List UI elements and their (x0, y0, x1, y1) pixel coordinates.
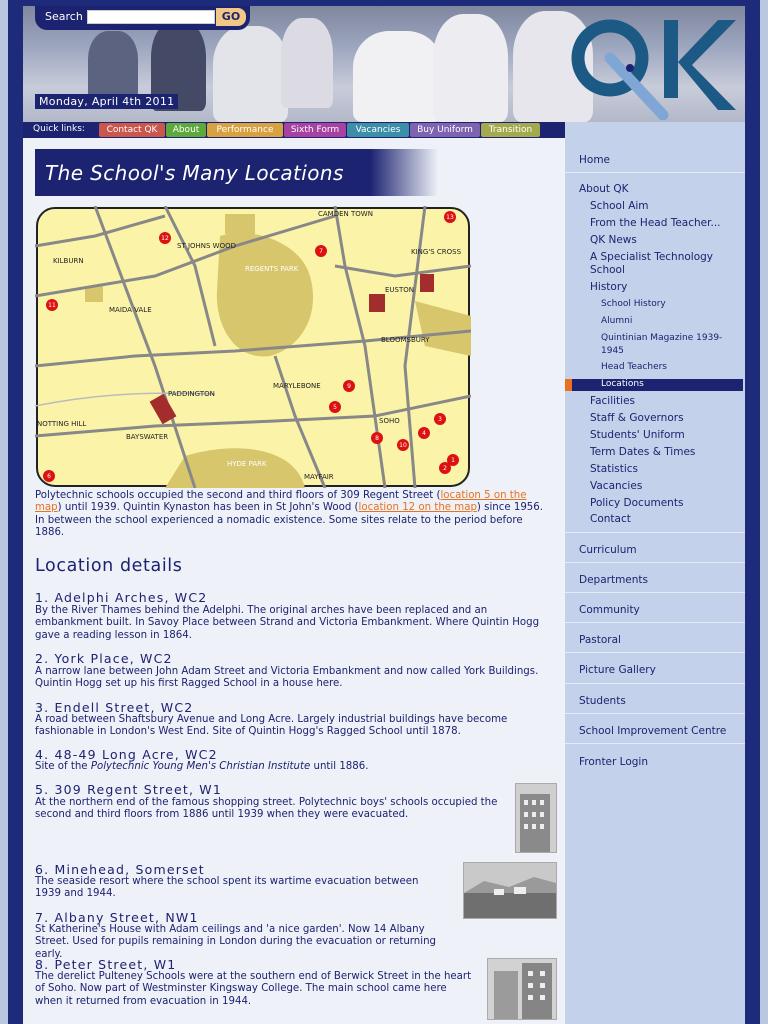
location-text: St Katherine's House with Adam ceilings and 'a nice garden'. Now 14 Albany Street. Used for pupils remaining in London during the evacuation or returning early. (35, 924, 437, 960)
svg-text:NOTTING HILL: NOTTING HILL (37, 420, 87, 428)
location-text: A narrow lane between John Adam Street and Victoria Embankment and now called York Buildings. Quintin Hogg set up his first Ragged School in a house here. (35, 666, 539, 690)
nav-head-teachers[interactable]: Head Teachers (601, 362, 667, 372)
quicklink-vacancies[interactable]: Vacancies (347, 123, 409, 137)
nav-vacancies[interactable]: Vacancies (590, 480, 643, 492)
svg-text:13: 13 (446, 214, 454, 221)
location-title: 2. York Place, WC2 (35, 651, 173, 666)
quicklink-contact[interactable]: Contact QK (99, 123, 165, 137)
header (23, 6, 745, 122)
page-title: The School's Many Locations (45, 161, 344, 185)
nav-departments[interactable]: Departments (579, 574, 649, 586)
peter-street-photo (487, 958, 557, 1020)
nav-school-history[interactable]: School History (601, 299, 666, 309)
regent-street-photo (515, 783, 557, 853)
qk-logo[interactable] (568, 10, 738, 120)
svg-text:4: 4 (422, 430, 426, 437)
nav-fronter-login[interactable]: Fronter Login (579, 756, 648, 768)
location-title: 7. Albany Street, NW1 (35, 910, 199, 925)
svg-text:KING'S CROSS: KING'S CROSS (411, 248, 462, 256)
page (23, 6, 745, 1024)
quick-links-bar (23, 122, 565, 138)
location-title: 1. Adelphi Arches, WC2 (35, 590, 208, 605)
nav-contact[interactable]: Contact (590, 513, 631, 525)
nav-pastoral[interactable]: Pastoral (579, 634, 621, 646)
location-text: A road between Shaftsbury Avenue and Long Acre. Largely industrial buildings have become fashionable in London's West End. Site of Quintin Hogg's Ragged School until 1878. (35, 714, 508, 738)
nav-qk-news[interactable]: QK News (590, 234, 637, 246)
quicklink-buy-uniform[interactable]: Buy Uniform (410, 123, 480, 137)
location-title: 5. 309 Regent Street, W1 (35, 782, 223, 797)
location-details-heading: Location details (35, 556, 183, 576)
nav-quintinian-magazine[interactable]: Quintinian Magazine 1939-1945 (601, 333, 723, 356)
svg-text:11: 11 (48, 302, 56, 309)
map-caption: Polytechnic schools occupied the second and third floors of 309 Regent Street (location 5 on the map) until 1939. Quintin Kynaston has been in St John's Wood (location 12 on the map) since 1956. In between the school experienced a nomadic existence. Some sites relate to the period before 1886. (35, 490, 544, 539)
page-title-box (35, 149, 370, 196)
nav-about-qk[interactable]: About QK (579, 183, 629, 195)
svg-text:REGENTS PARK: REGENTS PARK (245, 265, 299, 273)
location-title: 3. Endell Street, WC2 (35, 700, 194, 715)
search-input[interactable] (87, 10, 215, 24)
svg-text:2: 2 (443, 465, 447, 472)
nav-specialist-technology[interactable]: A Specialist Technology School (590, 251, 714, 276)
nav-locations[interactable]: Locations (601, 379, 644, 389)
nav-students-uniform[interactable]: Students' Uniform (590, 429, 685, 441)
nav-active-highlight (565, 379, 743, 391)
sidebar-nav (565, 122, 745, 1024)
location-text: By the River Thames behind the Adelphi. The original arches have been replaced and an embankment built. In Savoy Place between Strand and Victoria Embankment. Where Quintin Hogg gave a reading lesson in 1864. (35, 605, 540, 641)
nav-community[interactable]: Community (579, 604, 640, 616)
svg-text:5: 5 (333, 404, 337, 411)
svg-text:BLOOMSBURY: BLOOMSBURY (381, 336, 430, 344)
map-link-location-5[interactable]: location 5 on the map (35, 490, 527, 514)
nav-students[interactable]: Students (579, 695, 626, 707)
svg-text:BAYSWATER: BAYSWATER (126, 433, 169, 441)
svg-text:12: 12 (161, 235, 169, 242)
main-content (23, 138, 565, 1024)
svg-text:MAYFAIR: MAYFAIR (304, 473, 334, 481)
nav-history[interactable]: History (590, 281, 628, 293)
search-label: Search (45, 10, 83, 23)
location-title: 4. 48-49 Long Acre, WC2 (35, 747, 218, 762)
minehead-photo (463, 862, 557, 919)
nav-staff-governors[interactable]: Staff & Governors (590, 412, 684, 424)
nav-facilities[interactable]: Facilities (590, 395, 635, 407)
svg-text:9: 9 (347, 383, 351, 390)
nav-active-marker (565, 379, 572, 391)
locations-map[interactable] (35, 206, 471, 488)
map-label-camden: CAMDEN TOWN (318, 210, 373, 218)
quicklink-about[interactable]: About (166, 123, 206, 137)
location-title: 8. Peter Street, W1 (35, 957, 177, 972)
svg-text:MARYLEBONE: MARYLEBONE (273, 382, 321, 390)
location-text: Site of the Polytechnic Young Men's Christian Institute until 1886. (35, 761, 369, 772)
search-bar (35, 6, 250, 30)
nav-school-aim[interactable]: School Aim (590, 200, 649, 212)
nav-home[interactable]: Home (579, 154, 611, 166)
nav-statistics[interactable]: Statistics (590, 463, 638, 475)
svg-text:3: 3 (438, 416, 442, 423)
nav-policy-documents[interactable]: Policy Documents (590, 497, 684, 509)
svg-text:10: 10 (399, 442, 407, 449)
svg-text:1: 1 (451, 457, 455, 464)
svg-text:8: 8 (375, 435, 379, 442)
nav-term-dates[interactable]: Term Dates & Times (590, 446, 696, 458)
current-date: Monday, April 4th 2011 (35, 94, 178, 109)
svg-text:6: 6 (47, 473, 51, 480)
svg-text:EUSTON: EUSTON (385, 286, 415, 294)
nav-head-teacher[interactable]: From the Head Teacher... (590, 217, 721, 229)
search-go-button[interactable]: GO (216, 8, 246, 26)
svg-text:ST JOHNS WOOD: ST JOHNS WOOD (177, 242, 237, 250)
quicklink-transition[interactable]: Transition (481, 123, 540, 137)
quicklink-performance[interactable]: Performance (207, 123, 283, 137)
svg-text:QK: QK (568, 10, 570, 11)
quick-links-label: Quick links: (33, 124, 85, 134)
svg-text:KILBURN: KILBURN (53, 257, 84, 265)
svg-text:7: 7 (319, 248, 323, 255)
location-text: The derelict Pulteney Schools were at the southern end of Berwick Street in the heart of Soho. Now part of Westminster Kingsway College. The main school came here when it returned from evacuation in 1944. (35, 971, 472, 1007)
nav-picture-gallery[interactable]: Picture Gallery (579, 664, 656, 676)
svg-text:SOHO: SOHO (379, 417, 400, 425)
location-text: The seaside resort where the school spent its wartime evacuation between 1939 and 1944. (35, 876, 419, 900)
nav-curriculum[interactable]: Curriculum (579, 544, 637, 556)
map-link-location-12[interactable]: location 12 on the map (358, 502, 477, 514)
nav-alumni[interactable]: Alumni (601, 316, 633, 326)
svg-text:PADDINGTON: PADDINGTON (168, 390, 215, 398)
svg-text:MAIDA VALE: MAIDA VALE (109, 306, 152, 314)
nav-school-improvement-centre[interactable]: School Improvement Centre (579, 725, 727, 737)
location-title: 6. Minehead, Somerset (35, 862, 205, 877)
location-text: At the northern end of the famous shopping street. Polytechnic boys' schools occupied the second and third floors from 1886 until 1939 when they were evacuated. (35, 797, 498, 821)
quicklink-sixth-form[interactable]: Sixth Form (284, 123, 346, 137)
svg-text:HYDE PARK: HYDE PARK (227, 460, 267, 468)
